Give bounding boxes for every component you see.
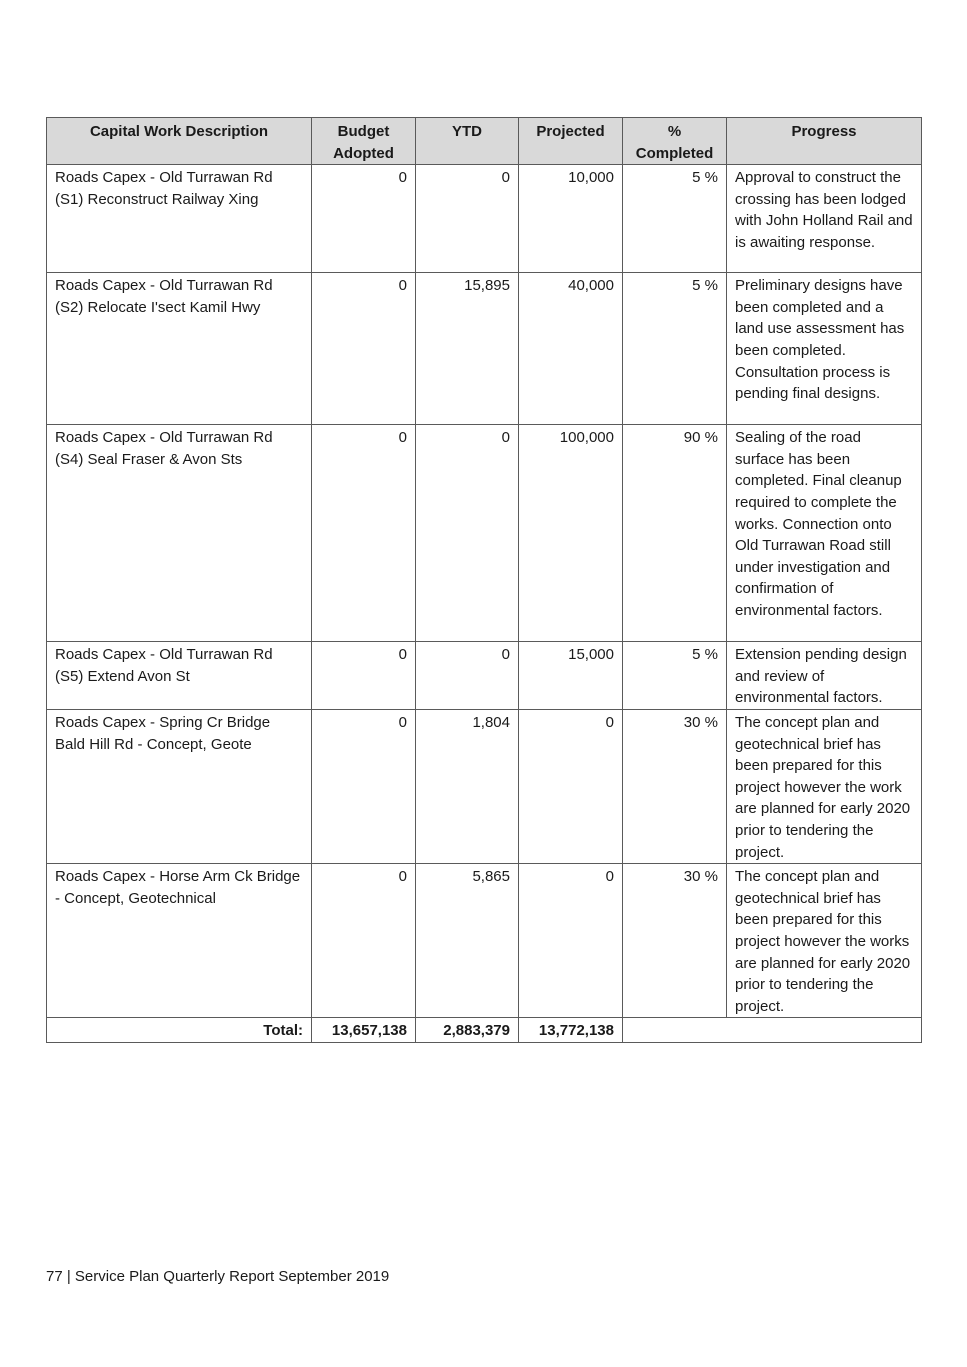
row-percent: 30 %	[623, 864, 727, 1018]
row-description: Roads Capex - Old Turrawan Rd (S4) Seal Fraser & Avon Sts	[47, 425, 312, 642]
row-percent: 90 %	[623, 425, 727, 642]
table-row	[47, 709, 922, 863]
table-row	[47, 425, 922, 642]
row-budget: 0	[312, 642, 416, 710]
total-budget: 13,657,138	[312, 1018, 416, 1043]
row-percent: 5 %	[623, 165, 727, 273]
row-budget: 0	[312, 425, 416, 642]
row-progress: Approval to construct the crossing has been lodged with John Holland Rail and is awaiting response.	[727, 165, 922, 273]
row-ytd: 0	[416, 165, 519, 273]
row-description: Roads Capex - Horse Arm Ck Bridge - Concept, Geotechnical	[47, 864, 312, 1018]
capital-works-table	[46, 117, 922, 1043]
row-budget: 0	[312, 273, 416, 425]
row-percent: 5 %	[623, 273, 727, 425]
table-header	[47, 118, 922, 165]
row-projected: 100,000	[519, 425, 623, 642]
row-budget: 0	[312, 165, 416, 273]
row-percent: 5 %	[623, 642, 727, 710]
row-progress: Extension pending design and review of environmental factors.	[727, 642, 922, 710]
row-progress: Preliminary designs have been completed and a land use assessment has been completed. Consultation process is pending final designs.	[727, 273, 922, 425]
header-projected: Projected	[519, 118, 623, 165]
row-projected: 0	[519, 864, 623, 1018]
row-projected: 10,000	[519, 165, 623, 273]
row-description: Roads Capex - Old Turrawan Rd (S1) Reconstruct Railway Xing	[47, 165, 312, 273]
total-empty-cell	[623, 1018, 922, 1043]
row-ytd: 1,804	[416, 709, 519, 863]
table-row	[47, 642, 922, 710]
row-progress: The concept plan and geotechnical brief has been prepared for this project however the works are planned for early 2020 prior to tendering the project.	[727, 864, 922, 1018]
row-budget: 0	[312, 709, 416, 863]
header-ytd: YTD	[416, 118, 519, 165]
row-ytd: 15,895	[416, 273, 519, 425]
total-ytd: 2,883,379	[416, 1018, 519, 1043]
table-row	[47, 864, 922, 1018]
row-ytd: 5,865	[416, 864, 519, 1018]
row-description: Roads Capex - Spring Cr Bridge Bald Hill Rd - Concept, Geote	[47, 709, 312, 863]
page-footer: 77 | Service Plan Quarterly Report September 2019	[46, 1268, 390, 1285]
row-projected: 15,000	[519, 642, 623, 710]
row-description: Roads Capex - Old Turrawan Rd (S5) Extend Avon St	[47, 642, 312, 710]
table-row	[47, 165, 922, 273]
row-ytd: 0	[416, 642, 519, 710]
row-budget: 0	[312, 864, 416, 1018]
total-row	[47, 1018, 922, 1043]
table-row	[47, 273, 922, 425]
total-label: Total:	[47, 1018, 312, 1043]
row-projected: 0	[519, 709, 623, 863]
header-progress: Progress	[727, 118, 922, 165]
row-progress: Sealing of the road surface has been completed. Final cleanup required to complete the works. Connection onto Old Turrawan Road still under investigation and confirmation of environmental factors.	[727, 425, 922, 642]
row-percent: 30 %	[623, 709, 727, 863]
header-description: Capital Work Description	[47, 118, 312, 165]
row-projected: 40,000	[519, 273, 623, 425]
row-ytd: 0	[416, 425, 519, 642]
header-budget-adopted: Budget Adopted	[312, 118, 416, 165]
header-percent-completed: % Completed	[623, 118, 727, 165]
total-projected: 13,772,138	[519, 1018, 623, 1043]
row-progress: The concept plan and geotechnical brief has been prepared for this project however the work are planned for early 2020 prior to tendering the project.	[727, 709, 922, 863]
row-description: Roads Capex - Old Turrawan Rd (S2) Relocate I'sect Kamil Hwy	[47, 273, 312, 425]
